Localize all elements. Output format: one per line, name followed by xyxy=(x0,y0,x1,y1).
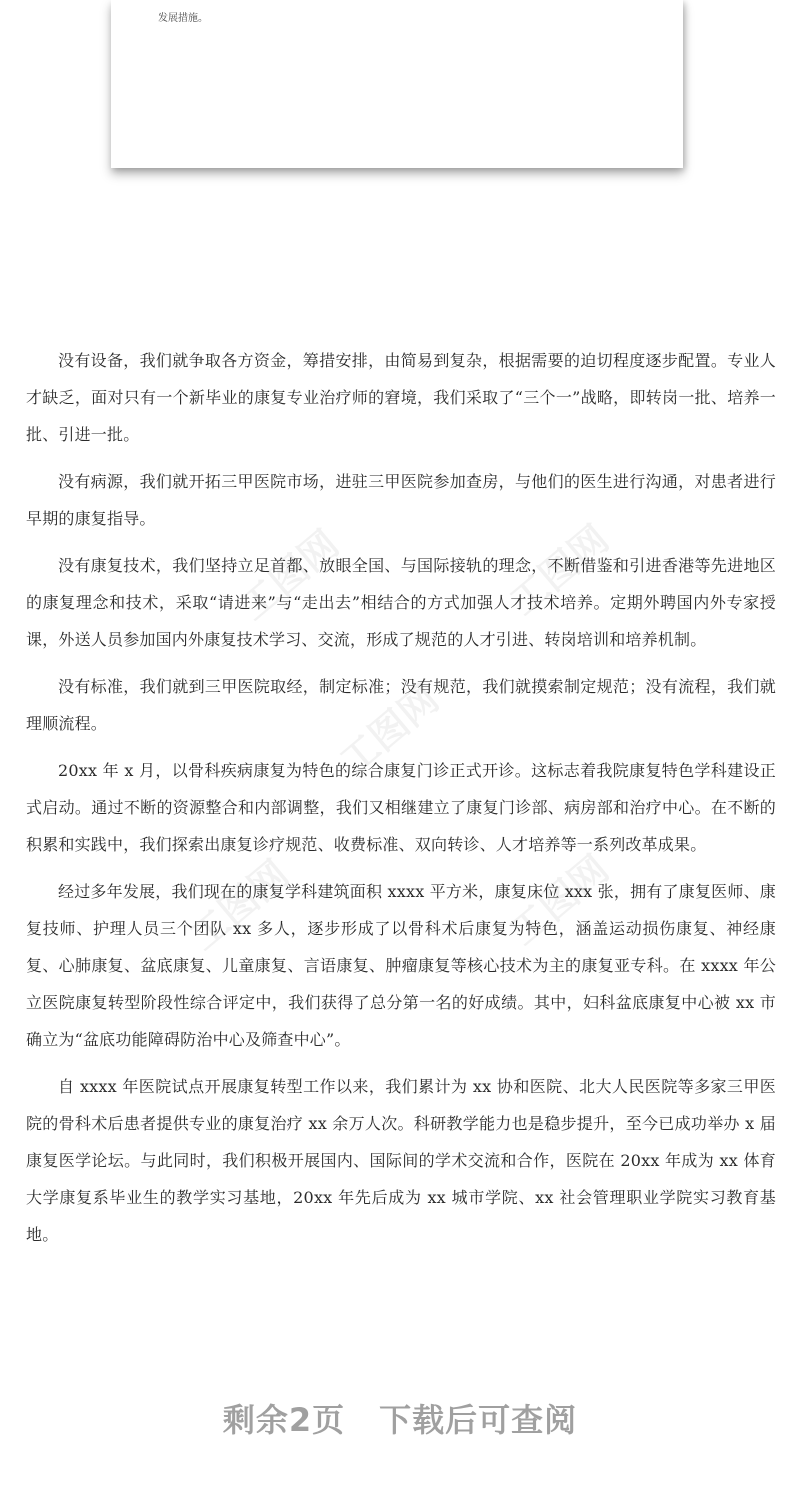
download-prompt-label: 下载后可查阅 xyxy=(379,1401,578,1439)
watermark: 工图网 xyxy=(501,516,618,624)
paragraph: 20xx 年 x 月，以骨科疾病康复为特色的综合康复门诊正式开诊。这标志着我院康复特色学科建设正式启动。通过不断的资源整合和内部调整，我们又相继建立了康复门诊部、病房部和治疗中心。在不断的积累和实践中，我们探索出康复诊疗规范、收费标准、双向转诊、人才培养等一系列改革成果。 xyxy=(26,761,776,854)
download-to-read-more-button[interactable] xyxy=(0,1392,800,1448)
paragraph: 没有设备，我们就争取各方资金，筹措安排，由简易到复杂，根据需要的迫切程度逐步配置。专业人才缺乏，面对只有一个新毕业的康复专业治疗师的窘境，我们采取了“三个一”战略，即转岗一批、培养一批、引进一批。 xyxy=(26,351,776,444)
watermark: 工图网 xyxy=(181,851,298,959)
watermark: 工图网 xyxy=(501,846,618,954)
watermark: 工图网 xyxy=(331,676,448,784)
previous-page-preview xyxy=(111,0,683,168)
paragraph: 没有康复技术，我们坚持立足首都、放眼全国、与国际接轨的理念，不断借鉴和引进香港等先进地区的康复理念和技术，采取“请进来”与“走出去”相结合的方式加强人才技术培养。定期外聘国内外专家授课，外送人员参加国内外康复技术学习、交流，形成了规范的人才引进、转岗培训和培养机制。 xyxy=(26,556,776,649)
paragraph: 没有标准，我们就到三甲医院取经，制定标准；没有规范，我们就摸索制定规范；没有流程，我们就理顺流程。 xyxy=(26,677,776,733)
paragraph: 经过多年发展，我们现在的康复学科建筑面积 xxxx 平方米，康复床位 xxx 张，拥有了康复医师、康复技师、护理人员三个团队 xx 多人，逐步形成了以骨科术后康复为特色，涵盖运动损伤康复、神经康复、心肺康复、盆底康复、儿童康复、言语康复、肿瘤康复等核心技术为主的康复亚专科。在 xxxx 年公立医院康复转型阶段性综合评定中，我们获得了总分第一名的好成绩。其中，妇科盆底康复中心被 xx 市确立为“盆底功能障碍防治中心及筛查中心”。 xyxy=(26,882,776,1049)
paragraph: 自 xxxx 年医院试点开展康复转型工作以来，我们累计为 xx 协和医院、北大人民医院等多家三甲医院的骨科术后患者提供专业的康复治疗 xx 余万人次。科研教学能力也是稳步提升，至今已成功举办 x 届康复医学论坛。与此同时，我们积极开展国内、国际间的学术交流和合作，医院在 20xx 年成为 xx 体育大学康复系毕业生的教学实习基地，20xx 年先后成为 xx 城市学院、xx 社会管理职业学院实习教育基地。 xyxy=(26,1077,776,1244)
document-body xyxy=(26,342,776,1263)
paragraph: 没有病源，我们就开拓三甲医院市场，进驻三甲医院参加查房，与他们的医生进行沟通，对患者进行早期的康复指导。 xyxy=(26,472,776,528)
remaining-pages-label: 剩余2页 xyxy=(222,1401,346,1439)
watermark: 工图网 xyxy=(231,521,348,629)
preview-snippet: 发展措施。 xyxy=(158,13,208,24)
